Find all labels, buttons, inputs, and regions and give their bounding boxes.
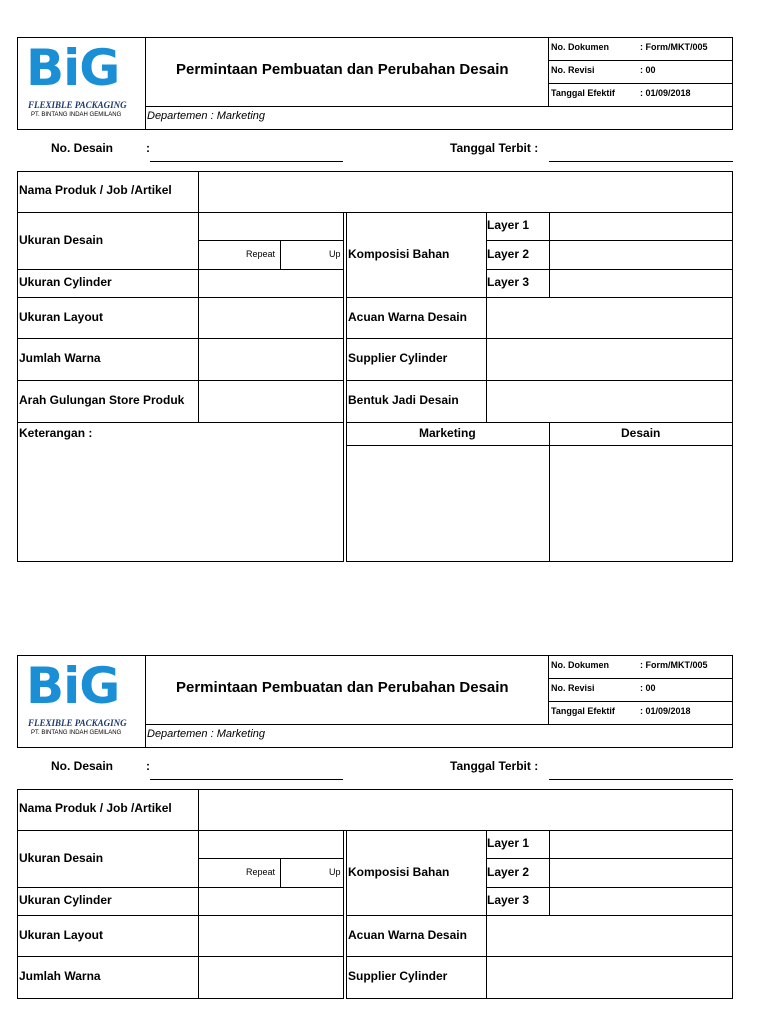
ukuran-layout-label: Ukuran Layout <box>19 310 104 324</box>
logo-box <box>17 655 146 748</box>
logo-tagline: FLEXIBLE PACKAGING <box>28 100 127 110</box>
nama-produk-label: Nama Produk / Job /Artikel <box>19 183 172 197</box>
layer1-label: Layer 1 <box>487 836 530 850</box>
ukuran-desain-input[interactable] <box>198 830 344 859</box>
nama-produk-input[interactable] <box>198 789 733 831</box>
doc-number-value: : Form/MKT/005 <box>640 660 708 670</box>
ukuran-cylinder-label: Ukuran Cylinder <box>19 275 112 289</box>
tanggal-terbit-label: Tanggal Terbit : <box>450 141 539 155</box>
department-label: Departemen : Marketing <box>147 728 265 740</box>
logo-company: PT. BINTANG INDAH GEMILANG <box>31 112 122 118</box>
layer2-label: Layer 2 <box>487 247 530 261</box>
acuan-warna-label: Acuan Warna Desain <box>348 310 467 324</box>
tanggal-terbit-field[interactable] <box>549 779 733 780</box>
marketing-label: Marketing <box>419 426 476 440</box>
department-label: Departemen : Marketing <box>147 110 265 122</box>
arah-gulungan-label: Arah Gulungan Store Produk <box>19 393 185 407</box>
effective-date-label: Tanggal Efektif <box>551 88 615 98</box>
jumlah-warna-input[interactable] <box>198 338 344 381</box>
no-desain-colon: : <box>146 759 150 773</box>
layer2-input[interactable] <box>549 858 733 888</box>
jumlah-warna-label: Jumlah Warna <box>19 351 101 365</box>
form-title: Permintaan Pembuatan dan Perubahan Desain <box>176 61 509 78</box>
ukuran-desain-input[interactable] <box>198 212 344 241</box>
revision-label: No. Revisi <box>551 65 595 75</box>
desain-signature-box[interactable] <box>549 445 733 562</box>
repeat-label: Repeat <box>246 867 276 877</box>
ukuran-layout-label: Ukuran Layout <box>19 928 104 942</box>
nama-produk-label: Nama Produk / Job /Artikel <box>19 801 172 815</box>
doc-number-label: No. Dokumen <box>551 42 610 52</box>
supplier-cylinder-input[interactable] <box>486 338 733 381</box>
logo-tagline: FLEXIBLE PACKAGING <box>28 718 127 728</box>
supplier-cylinder-input[interactable] <box>486 956 733 999</box>
acuan-warna-label: Acuan Warna Desain <box>348 928 467 942</box>
jumlah-warna-input[interactable] <box>198 956 344 999</box>
komposisi-bahan-label: Komposisi Bahan <box>348 247 450 261</box>
tanggal-terbit-field[interactable] <box>549 161 733 162</box>
effective-date-value: : 01/09/2018 <box>640 706 691 716</box>
supplier-cylinder-label: Supplier Cylinder <box>348 969 448 983</box>
ukuran-cylinder-input[interactable] <box>198 269 344 298</box>
revision-value: : 00 <box>640 65 656 75</box>
effective-date-label: Tanggal Efektif <box>551 706 615 716</box>
no-desain-field[interactable] <box>150 779 343 780</box>
layer3-input[interactable] <box>549 887 733 916</box>
ukuran-layout-input[interactable] <box>198 297 344 339</box>
layer1-input[interactable] <box>549 830 733 859</box>
layer1-input[interactable] <box>549 212 733 241</box>
no-desain-label: No. Desain <box>51 759 114 773</box>
brand-logo: BiG <box>26 657 120 715</box>
layer2-label: Layer 2 <box>487 865 530 879</box>
doc-number-value: : Form/MKT/005 <box>640 42 708 52</box>
acuan-warna-input[interactable] <box>486 915 733 957</box>
bentuk-jadi-input[interactable] <box>486 380 733 423</box>
ukuran-desain-label: Ukuran Desain <box>19 851 104 865</box>
ukuran-desain-label: Ukuran Desain <box>19 233 104 247</box>
ukuran-cylinder-input[interactable] <box>198 887 344 916</box>
jumlah-warna-label: Jumlah Warna <box>19 969 101 983</box>
no-desain-colon: : <box>146 141 150 155</box>
doc-number-label: No. Dokumen <box>551 660 610 670</box>
keterangan-box[interactable] <box>17 422 344 562</box>
ukuran-layout-input[interactable] <box>198 915 344 957</box>
layer3-label: Layer 3 <box>487 275 530 289</box>
up-label: Up <box>329 249 341 259</box>
layer1-label: Layer 1 <box>487 218 530 232</box>
arah-gulungan-input[interactable] <box>198 380 344 423</box>
up-label: Up <box>329 867 341 877</box>
revision-value: : 00 <box>640 683 656 693</box>
nama-produk-input[interactable] <box>198 171 733 213</box>
revision-label: No. Revisi <box>551 683 595 693</box>
keterangan-label: Keterangan : <box>19 426 93 440</box>
acuan-warna-input[interactable] <box>486 297 733 339</box>
logo-company: PT. BINTANG INDAH GEMILANG <box>31 730 122 736</box>
no-desain-field[interactable] <box>150 161 343 162</box>
layer2-input[interactable] <box>549 240 733 270</box>
marketing-signature-box[interactable] <box>346 445 550 562</box>
layer3-label: Layer 3 <box>487 893 530 907</box>
logo-box <box>17 37 146 130</box>
form-title: Permintaan Pembuatan dan Perubahan Desain <box>176 679 509 696</box>
ukuran-cylinder-label: Ukuran Cylinder <box>19 893 112 907</box>
desain-label: Desain <box>621 426 661 440</box>
brand-logo: BiG <box>26 39 120 97</box>
supplier-cylinder-label: Supplier Cylinder <box>348 351 448 365</box>
no-desain-label: No. Desain <box>51 141 114 155</box>
layer3-input[interactable] <box>549 269 733 298</box>
tanggal-terbit-label: Tanggal Terbit : <box>450 759 539 773</box>
bentuk-jadi-label: Bentuk Jadi Desain <box>348 393 459 407</box>
komposisi-bahan-label: Komposisi Bahan <box>348 865 450 879</box>
repeat-label: Repeat <box>246 249 276 259</box>
design-request-form-2 <box>0 618 768 1024</box>
effective-date-value: : 01/09/2018 <box>640 88 691 98</box>
